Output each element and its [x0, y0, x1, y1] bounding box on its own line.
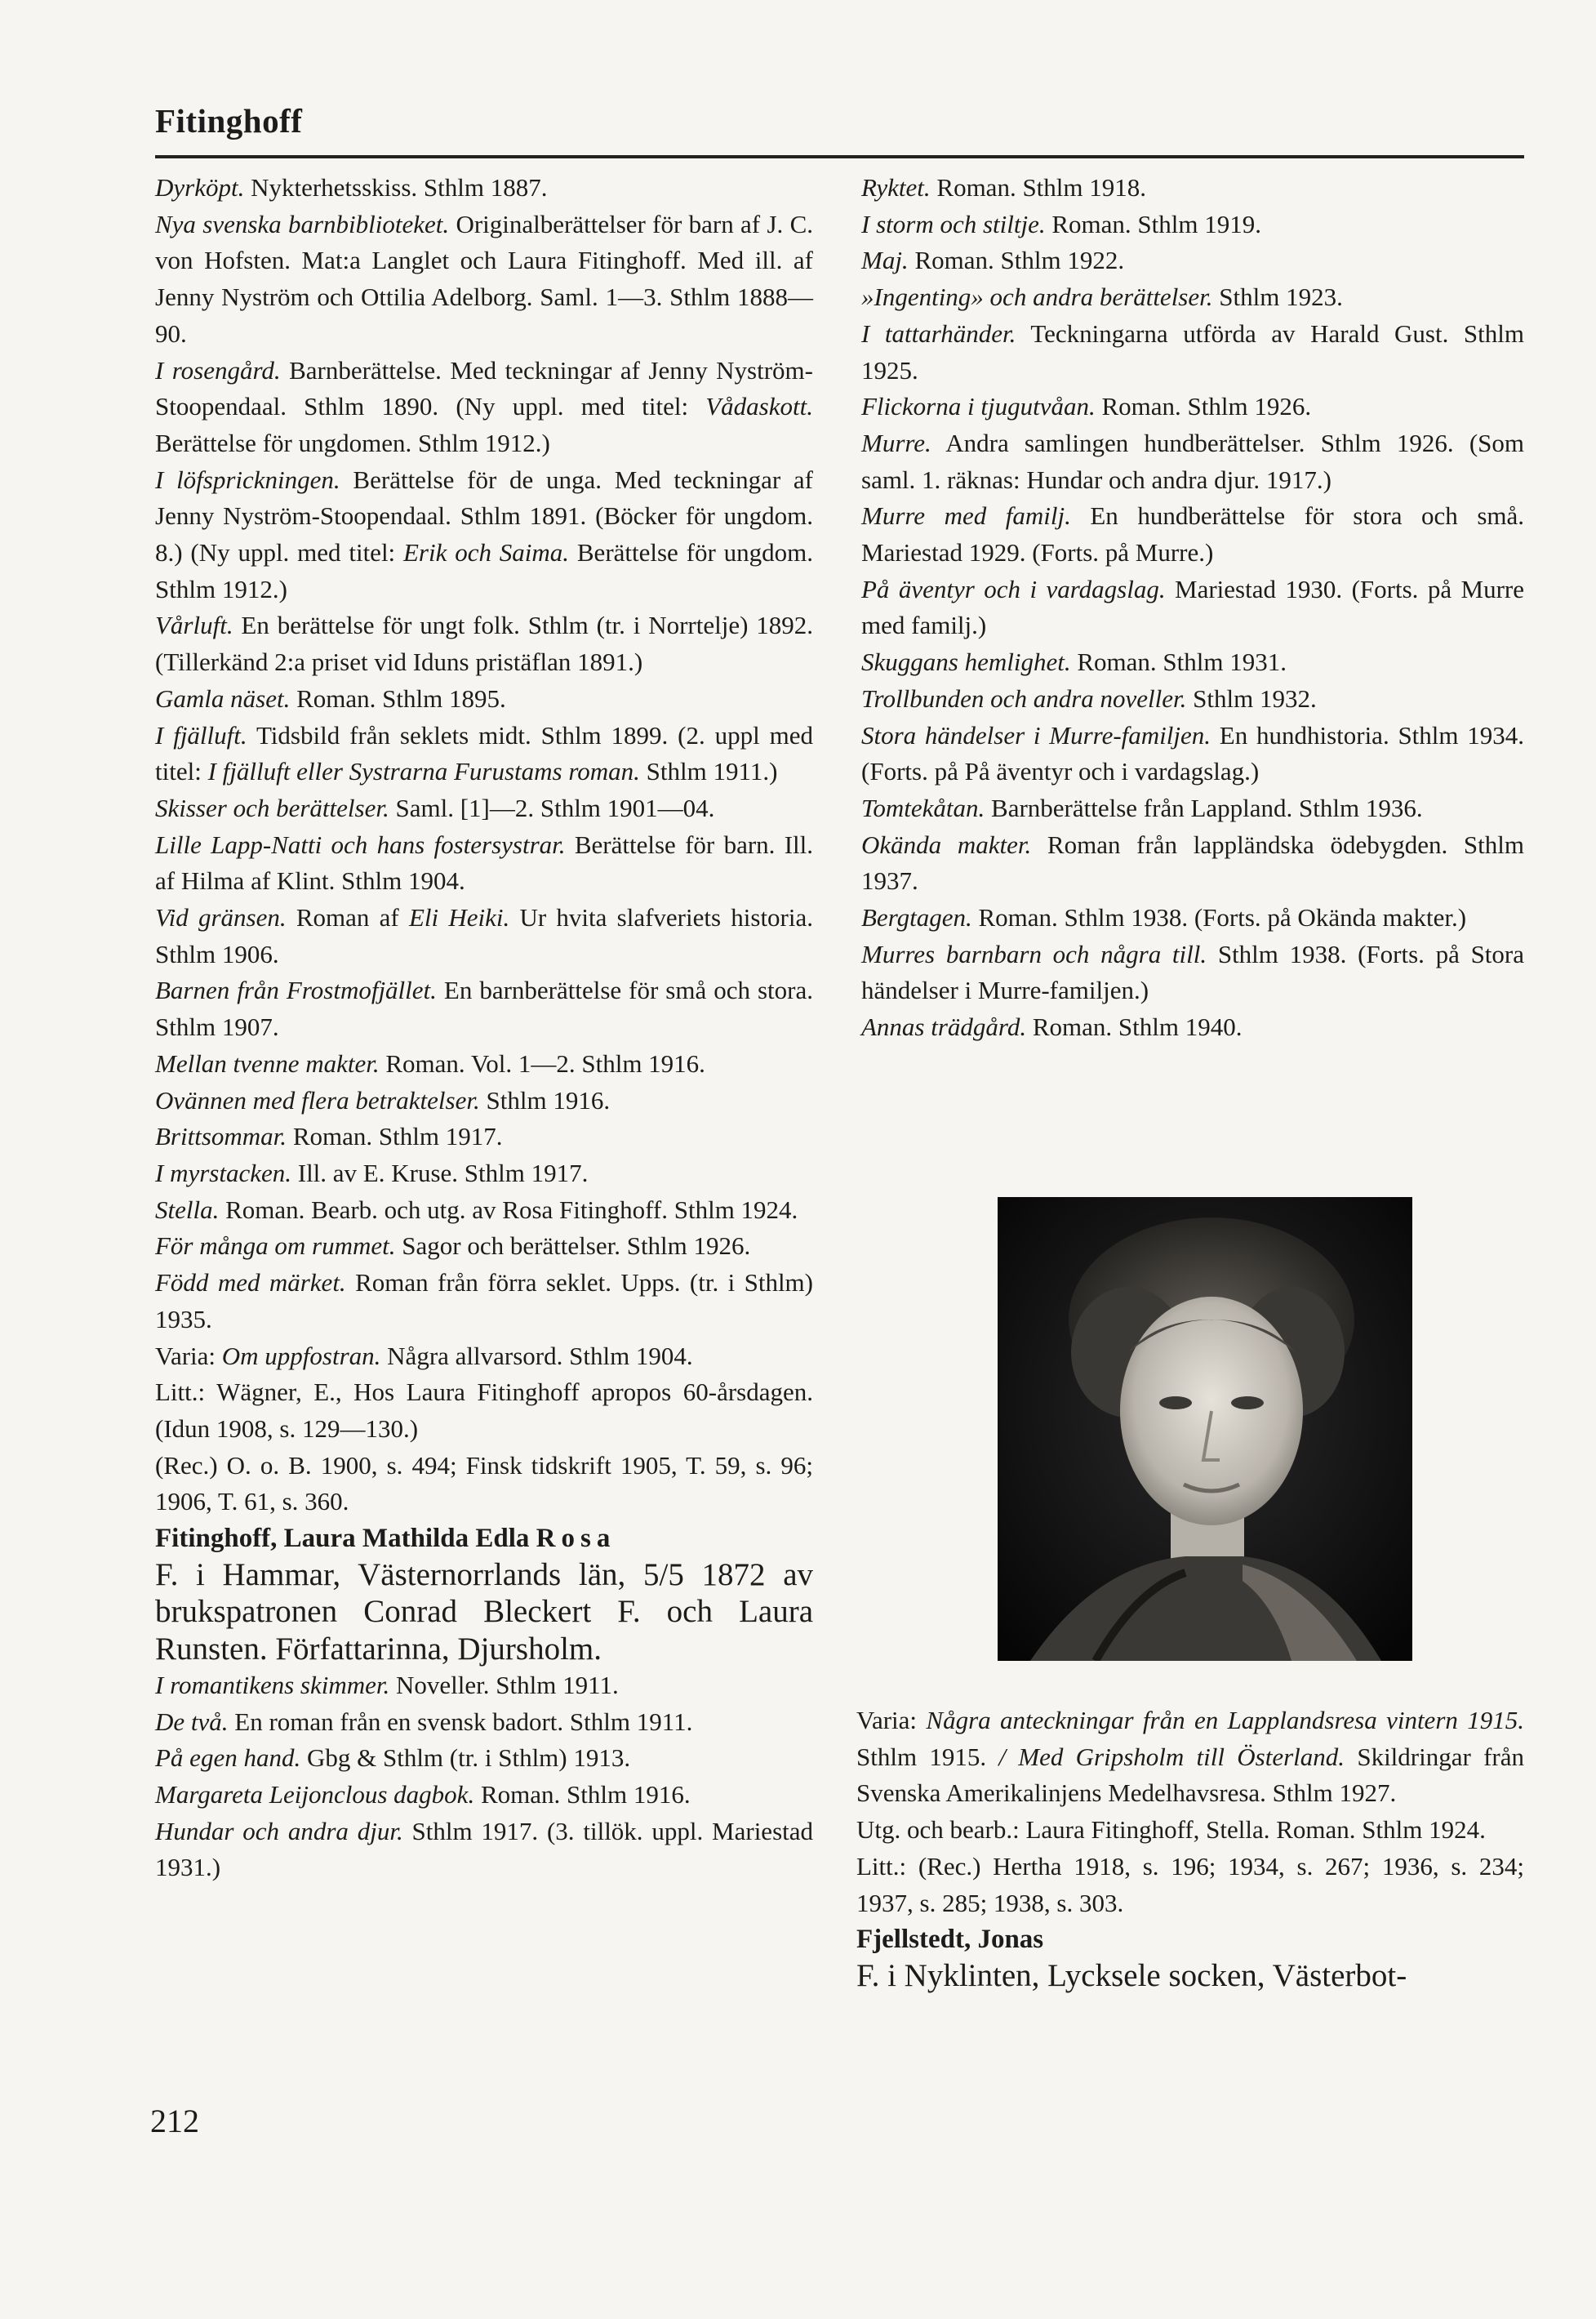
work-title: Ovännen med flera betraktelser. [155, 1085, 480, 1115]
work-title: På egen hand. [155, 1743, 301, 1773]
entry-text: Roman. Sthlm 1940. [1026, 1013, 1243, 1042]
entry-text: En hundberättelse för stora och små. Mariestad 1929. (Forts. på Murre.) [861, 501, 1524, 568]
bibliography-entry [861, 243, 1524, 279]
entry-text: Gbg & Sthlm (tr. i Sthlm) 1913. [300, 1743, 631, 1773]
right-column [861, 170, 1524, 1046]
bibliography-entry [155, 353, 813, 462]
bibliography-entry [155, 973, 813, 1045]
bibliography-entry [861, 681, 1524, 718]
work-title: Vid gränsen. [155, 903, 287, 932]
bibliography-entry [861, 827, 1524, 900]
bibliography-entry [155, 1814, 813, 1886]
work-title: Maj. [861, 246, 909, 275]
work-title: I fjälluft. [155, 720, 247, 750]
bibliography-entry [155, 1083, 813, 1119]
bibliography-entry [861, 498, 1524, 571]
person-heading-rosa [155, 1520, 813, 1556]
entry-text: Nykterhetsskiss. Sthlm 1887. [244, 173, 548, 202]
bibliography-entry [155, 827, 813, 900]
entry-text: Tidsbild från seklets midt. Sthlm 1899. (2. uppl med titel: [155, 720, 813, 786]
bibliography-entry [155, 681, 813, 718]
entry-text: Teckningarna utförda av Harald Gust. Sthlm 1925. [861, 318, 1524, 385]
entry-text: Berättelse för ungdom. Sthlm 1912.) [155, 538, 813, 603]
bibliography-entry [155, 718, 813, 790]
entry-text: Barnberättelse från Lappland. Sthlm 1936. [985, 793, 1423, 822]
work-title: Dyrköpt. [155, 173, 245, 202]
bibliography-entry [155, 1667, 813, 1704]
person-bio-jonas: F. i Nyklinten, Lycksele socken, Västerbot- [856, 1958, 1407, 1994]
right-bottom-entries [856, 1703, 1524, 1921]
bibliography-entry [856, 1849, 1524, 1921]
work-title: De två. [155, 1707, 229, 1736]
bibliography-entry [155, 1338, 813, 1375]
work-title: Gamla näset. [155, 683, 291, 713]
work-title: Annas trädgård. [861, 1013, 1027, 1042]
entry-text: Roman. Sthlm 1918. [930, 173, 1147, 202]
work-title: Tomtekåtan. [861, 793, 985, 822]
work-title: Hundar och andra djur. [155, 1816, 403, 1845]
entry-text: Varia: [155, 1341, 222, 1370]
entry-text: Andra samlingen hundberättelser. Sthlm 1926. (Som saml. 1. räknas: Hundar och andra djur. 1917.) [861, 428, 1524, 494]
entry-text: Originalberättelser för barn af J. C. von Hofsten. Mat:a Langlet och Laura Fitinghoff. Med ill. af Jenny Nyström och Ottilia Adelborg. Saml. 1—3. Sthlm 1888—90. [155, 209, 813, 348]
entry-text: Sthlm 1932. [1186, 683, 1317, 713]
bibliography-entry [155, 1740, 813, 1777]
entry-text: Saml. [1]—2. Sthlm 1901—04. [389, 793, 715, 822]
portrait-photo [998, 1197, 1412, 1661]
person-bio-rosa: F. i Hammar, Västernorrlands län, 5/5 1872 av brukspatronen Conrad Bleckert F. och Laura Runsten. Författarinna, Djursholm. [155, 1557, 813, 1667]
work-title: Okända makter. [861, 830, 1032, 859]
entry-text: Roman af [286, 903, 409, 932]
bibliography-entry [861, 790, 1524, 827]
bibliography-entry [155, 207, 813, 353]
entry-text: Roman. Sthlm 1926. [1095, 392, 1312, 421]
bibliography-entry [861, 279, 1524, 316]
work-title: I romantikens skimmer. [155, 1670, 390, 1699]
entry-text: Sthlm 1911.) [639, 757, 778, 786]
work-title: Lille Lapp-Natti och hans fostersystrar. [155, 830, 566, 859]
work-title: Stella. [155, 1195, 220, 1224]
bibliography-entry [861, 1009, 1524, 1046]
entry-text: Roman. Sthlm 1917. [287, 1122, 503, 1151]
entry-text: Berättelse för de unga. Med teckningar af Jenny Nyström-Stoopendaal. Sthlm 1891. (Böcker för ungdom. 8.) (Ny uppl. med titel: [155, 465, 813, 568]
bibliography-entry [155, 170, 813, 207]
entry-text: Sthlm 1923. [1212, 283, 1343, 312]
entry-text: Berättelse för barn. Ill. af Hilma af Klint. Sthlm 1904. [155, 830, 814, 896]
work-title: Bergtagen. [861, 903, 972, 932]
work-title: / Med Gripsholm till Österland. [998, 1742, 1345, 1771]
entry-text: Roman från lappländska ödebygden. Sthlm 1937. [861, 830, 1525, 896]
bibliography-entry [155, 1448, 813, 1520]
bibliography-entry [861, 937, 1524, 1009]
bibliography-entry [861, 170, 1524, 207]
entry-text: Sthlm 1916. [479, 1085, 611, 1115]
bibliography-entry [861, 425, 1524, 498]
entry-text: Roman. Sthlm 1922. [908, 246, 1125, 275]
work-title: Erik och Saima. [403, 538, 570, 568]
work-title: Stora händelser i Murre-familjen. [861, 720, 1211, 750]
work-title: Om uppfostran. [221, 1341, 381, 1370]
work-title: Mellan tvenne makter. [155, 1048, 380, 1078]
entry-text: En berättelse för ungt folk. Sthlm (tr. i Norrtelje) 1892. (Tillerkänd 2:a priset vid Iduns pristäflan 1891.) [155, 611, 813, 677]
person-name: Fitinghoff, Laura Mathilda Edla [155, 1524, 536, 1554]
bibliography-entry [155, 1704, 813, 1741]
work-title: Eli Heiki. [408, 903, 510, 932]
bibliography-entry [861, 316, 1524, 389]
bibliography-entry [861, 389, 1524, 425]
work-title: I löfsprickningen. [155, 465, 340, 494]
work-title: Margareta Leijonclous dagbok. [155, 1780, 475, 1809]
work-title: På äventyr och i vardagslag. [861, 574, 1166, 603]
person-heading-jonas: Fjellstedt, Jonas [856, 1925, 1044, 1955]
bibliography-entry [861, 900, 1524, 937]
bibliography-entry [155, 1119, 813, 1155]
entry-text: Berättelse för ungdomen. Sthlm 1912.) [155, 428, 550, 457]
work-title: Vådaskott. [705, 392, 813, 421]
bibliography-entry [861, 644, 1524, 681]
entry-text: Roman. Sthlm 1938. (Forts. på Okända makter.) [971, 903, 1467, 932]
entry-text: Litt.: Wägner, E., Hos Laura Fitinghoff apropos 60-årsdagen. (Idun 1908, s. 129—130.) [155, 1378, 813, 1443]
bibliography-entry [155, 462, 813, 608]
work-title: »Ingenting» och andra berättelser. [861, 283, 1213, 312]
right-column-lower [856, 1703, 1524, 1995]
bibliography-entry [155, 1228, 813, 1265]
entry-text: (Rec.) O. o. B. 1900, s. 494; Finsk tidskrift 1905, T. 59, s. 96; 1906, T. 61, s. 360. [155, 1450, 813, 1516]
entry-text: Roman. Sthlm 1916. [474, 1780, 691, 1809]
page-header: Fitinghoff [155, 102, 303, 140]
work-title: Ryktet. [861, 173, 931, 202]
work-title: Skisser och berättelser. [155, 793, 389, 822]
work-title: Trollbunden och andra noveller. [861, 683, 1187, 713]
bibliography-entry [155, 790, 813, 827]
work-title: Murre. [861, 428, 931, 457]
bibliography-entry [155, 1192, 813, 1229]
entry-text: Några allvarsord. Sthlm 1904. [380, 1341, 693, 1370]
bibliography-entry [155, 1155, 813, 1192]
bibliography-entry [861, 572, 1524, 644]
entry-text: Litt.: (Rec.) Hertha 1918, s. 196; 1934, s. 267; 1936, s. 234; 1937, s. 285; 1938, s. 303. [856, 1851, 1524, 1917]
bibliography-entry [861, 207, 1524, 243]
entry-text: Varia: [856, 1706, 927, 1734]
bibliography-entry [155, 900, 813, 973]
entry-text: Sthlm 1938. (Forts. på Stora händelser i Murre-familjen.) [861, 939, 1525, 1005]
person-name-spaced: Rosa [536, 1524, 616, 1554]
rosa-entries [155, 1667, 813, 1886]
work-title: I tattarhänder. [861, 318, 1016, 348]
entry-text: En barnberättelse för små och stora. Sthlm 1907. [155, 976, 813, 1042]
left-entries [155, 170, 813, 1520]
work-title: Skuggans hemlighet. [861, 648, 1071, 677]
work-title: Född med märket. [155, 1268, 346, 1297]
work-title: Nya svenska barnbiblioteket. [155, 209, 450, 238]
work-title: I myrstacken. [155, 1158, 291, 1187]
entry-text: Noveller. Sthlm 1911. [389, 1670, 619, 1699]
bibliography-entry [155, 1374, 813, 1447]
entry-text: Roman. Sthlm 1895. [290, 683, 506, 713]
entry-text: Roman. Sthlm 1931. [1070, 648, 1287, 677]
entry-text: Roman. Bearb. och utg. av Rosa Fitinghoff. Sthlm 1924. [219, 1195, 798, 1224]
work-title: Murre med familj. [861, 501, 1071, 531]
entry-text: Utg. och bearb.: Laura Fitinghoff, Stella. Roman. Sthlm 1924. [856, 1815, 1486, 1845]
entry-text: Roman från förra seklet. Upps. (tr. i Sthlm) 1935. [155, 1268, 813, 1333]
bibliography-entry [856, 1812, 1524, 1849]
work-title: I rosengård. [155, 355, 281, 385]
entry-text: Mariestad 1930. (Forts. på Murre med familj.) [861, 574, 1524, 640]
entry-text: En hundhistoria. Sthlm 1934. (Forts. på På äventyr och i vardagslag.) [861, 720, 1525, 786]
entry-text: Ur hvita slafveriets historia. Sthlm 1906. [155, 903, 814, 968]
bibliography-entry [155, 1046, 813, 1083]
work-title: I storm och stiltje. [861, 209, 1046, 238]
work-title: Flickorna i tjugutvåan. [861, 392, 1096, 421]
entry-text: Roman. Vol. 1—2. Sthlm 1916. [379, 1048, 705, 1078]
entry-text: En roman från en svensk badort. Sthlm 1911. [228, 1707, 693, 1736]
work-title: Brittsommar. [155, 1122, 287, 1151]
entry-text: Skildringar från Svenska Amerikalinjens Medelhavsresa. Sthlm 1927. [856, 1742, 1524, 1808]
work-title: För många om rummet. [155, 1231, 396, 1261]
entry-text: Barnberättelse. Med teckningar af Jenny Nyström-Stoopendaal. Sthlm 1890. (Ny uppl. med titel: [155, 355, 813, 421]
work-title: Murres barnbarn och några till. [861, 939, 1207, 968]
work-title: Barnen från Frostmofjället. [155, 976, 437, 1005]
work-title: Vårluft. [155, 611, 233, 640]
header-rule [155, 155, 1524, 158]
entry-text: Sagor och berättelser. Sthlm 1926. [395, 1231, 751, 1261]
entry-text: Sthlm 1915. [856, 1742, 999, 1771]
bibliography-entry [861, 718, 1524, 790]
page-number: 212 [150, 2103, 199, 2139]
work-title: I fjälluft eller Systrarna Furustams roman. [207, 757, 640, 786]
right-entries [861, 170, 1524, 1046]
bibliography-entry [155, 1777, 813, 1814]
bibliography-entry [155, 1265, 813, 1338]
entry-text: Sthlm 1917. (3. tillök. uppl. Mariestad 1931.) [155, 1816, 813, 1882]
left-column [155, 170, 813, 1886]
work-title: Några anteckningar från en Lapplandsresa vintern 1915. [926, 1706, 1524, 1734]
bibliography-entry [155, 608, 813, 680]
entry-text: Roman. Sthlm 1919. [1045, 209, 1261, 238]
bibliography-entry [856, 1703, 1524, 1812]
entry-text: Ill. av E. Kruse. Sthlm 1917. [291, 1158, 589, 1187]
